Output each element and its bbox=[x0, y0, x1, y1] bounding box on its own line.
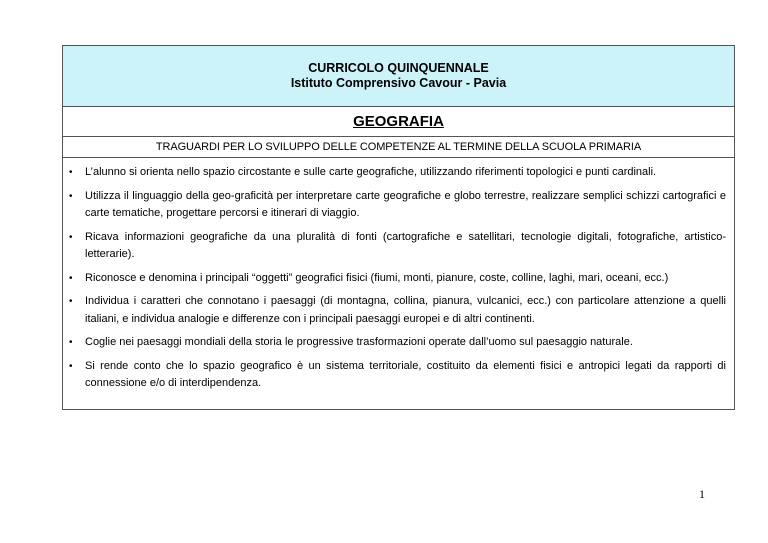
header-title: CURRICOLO QUINQUENNALE bbox=[308, 61, 489, 75]
goal-text: Individua i caratteri che connotano i paesaggi (di montagna, collina, pianura, vulcanici, ecc.) con particolare attenzione a quelli italiani, e individua analogie e differenze con i principali paesaggi europei e di altri continenti. bbox=[85, 295, 726, 325]
goal-item bbox=[63, 164, 726, 182]
goal-text: L’alunno si orienta nello spazio circostante e sulle carte geografiche, utilizzando riferimenti topologici e punti cardinali. bbox=[85, 166, 657, 178]
goal-item bbox=[63, 293, 726, 328]
goal-text: Si rende conto che lo spazio geografico è un sistema territoriale, costituito da elementi fisici e antropici legati da rapporti di connessione e/o di interdipendenza. bbox=[85, 359, 726, 389]
bullet-icon: • bbox=[69, 337, 73, 348]
header-cell bbox=[63, 46, 734, 107]
bullet-icon: • bbox=[69, 360, 73, 372]
subject-cell bbox=[63, 107, 734, 137]
goal-item bbox=[63, 358, 726, 393]
bullet-icon: • bbox=[69, 190, 73, 202]
curriculum-table bbox=[62, 45, 735, 410]
goals-title: TRAGUARDI PER LO SVILUPPO DELLE COMPETENZE AL TERMINE DELLA SCUOLA PRIMARIA bbox=[155, 141, 642, 153]
goal-text: Ricava informazioni geografiche da una pluralità di fonti (cartografiche e satellitari, tecnologie digitali, fotografiche, artistico-letterarie). bbox=[85, 230, 726, 260]
subject-title: GEOGRAFIA bbox=[353, 113, 444, 130]
bullet-icon: • bbox=[69, 296, 73, 307]
page-number: 1 bbox=[699, 487, 705, 501]
goal-item bbox=[63, 229, 726, 264]
bullet-icon: • bbox=[69, 231, 73, 243]
bullet-icon: • bbox=[69, 272, 73, 284]
goal-text: Utilizza il linguaggio della geo-graficità per interpretare carte geografiche e globo terrestre, realizzare semplici schizzi cartografici e carte tematiche, progettare percorsi e itinerari di viaggio. bbox=[85, 189, 726, 219]
goal-text: Riconosce e denomina i principali “oggetti” geografici fisici (fiumi, monti, pianure, coste, colline, laghi, mari, oceani, ecc.) bbox=[85, 271, 669, 284]
goals-title-cell bbox=[63, 137, 734, 158]
goal-item bbox=[63, 270, 726, 288]
goals-list bbox=[63, 158, 734, 409]
goal-item bbox=[63, 188, 726, 223]
header-school: Istituto Comprensivo Cavour - Pavia bbox=[290, 76, 507, 90]
bullet-icon: • bbox=[69, 167, 73, 178]
goal-item bbox=[63, 334, 726, 352]
goal-text: Coglie nei paesaggi mondiali della storia le progressive trasformazioni operate dall’uomo sul paesaggio naturale. bbox=[85, 336, 633, 348]
